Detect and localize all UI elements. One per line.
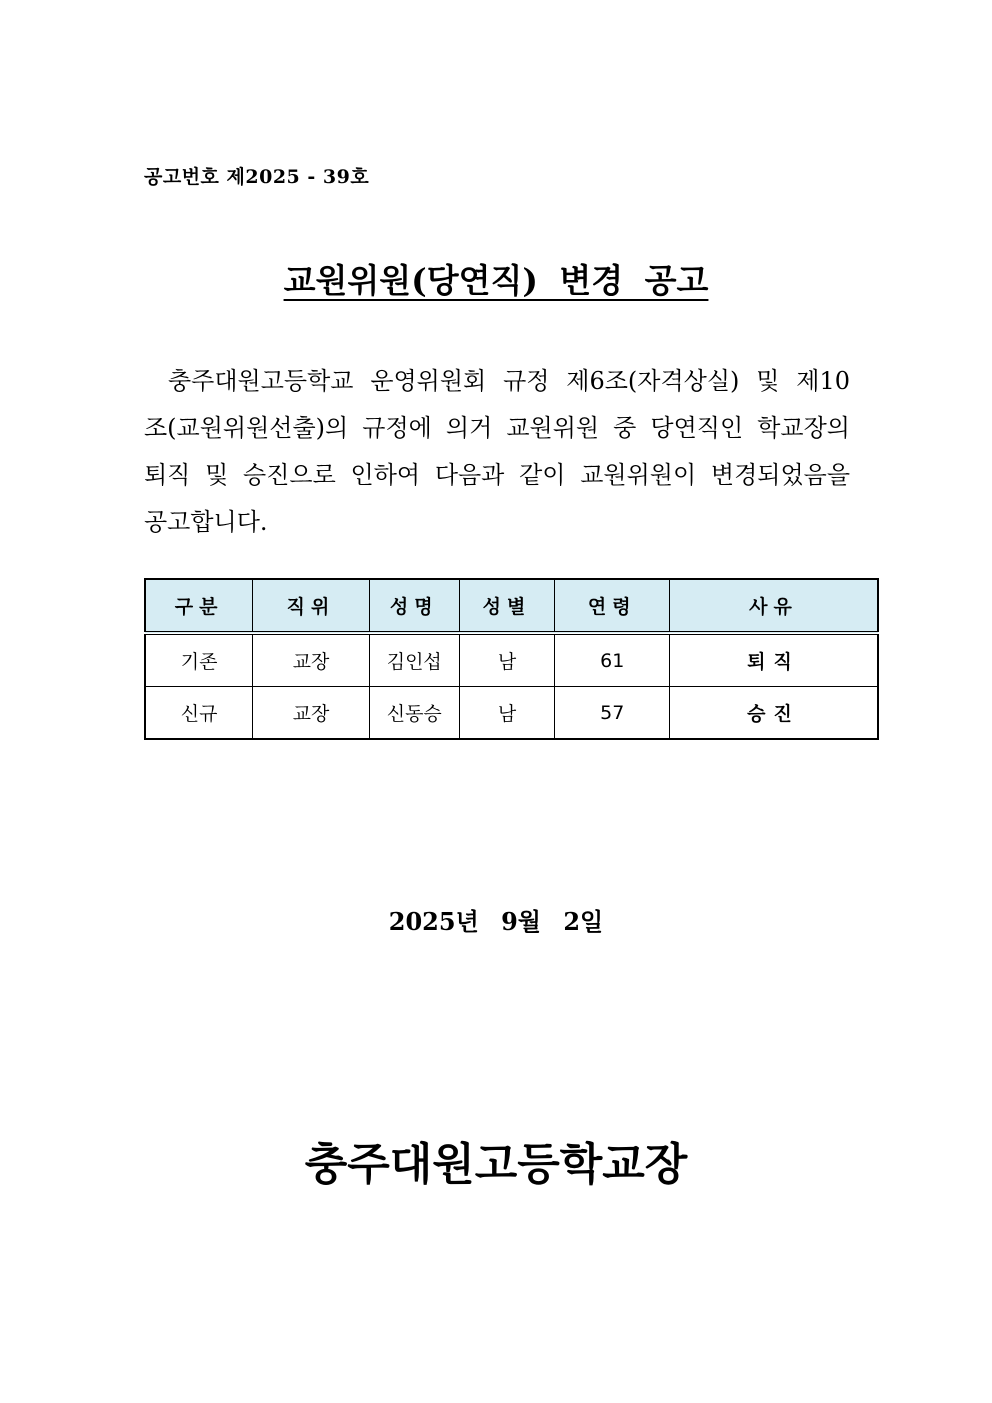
cell-category: 신규 (145, 687, 253, 740)
members-table (144, 578, 879, 740)
cell-reason: 승진 (670, 687, 878, 740)
cell-age: 57 (555, 687, 670, 740)
cell-gender: 남 (459, 687, 555, 740)
notice-number: 공고번호 제2025 - 39호 (144, 166, 370, 188)
signature-principal: 충주대원고등학교장 (304, 1139, 688, 1190)
cell-name: 김인섭 (369, 633, 459, 687)
page-title-text: 교원위원(당연직) 변경 공고 (283, 261, 709, 300)
page-title (0, 255, 992, 302)
header-category: 구분 (145, 579, 253, 633)
header-reason: 사유 (670, 579, 878, 633)
cell-age: 61 (555, 633, 670, 687)
notice-body-paragraph: 충주대원고등학교 운영위원회 규정 제6조(자격상실) 및 제10조(교원위원선출)의 규정에 의거 교원위원 중 당연직인 학교장의 퇴직 및 승진으로 인하여 다음과 같이 교원위원이 변경되었음을 공고합니다. (144, 367, 850, 536)
cell-position: 교장 (253, 687, 370, 740)
cell-reason: 퇴직 (670, 633, 878, 687)
header-name: 성명 (369, 579, 459, 633)
cell-name: 신동승 (369, 687, 459, 740)
header-position: 직위 (253, 579, 370, 633)
cell-position: 교장 (253, 633, 370, 687)
header-age: 연령 (555, 579, 670, 633)
table-header-row (145, 579, 878, 633)
table-row (145, 633, 878, 687)
cell-gender: 남 (459, 633, 555, 687)
table-row (145, 687, 878, 740)
cell-category: 기존 (145, 633, 253, 687)
header-gender: 성별 (459, 579, 555, 633)
notice-body (144, 358, 850, 546)
notice-date: 2025년 9월 2일 (388, 907, 604, 936)
